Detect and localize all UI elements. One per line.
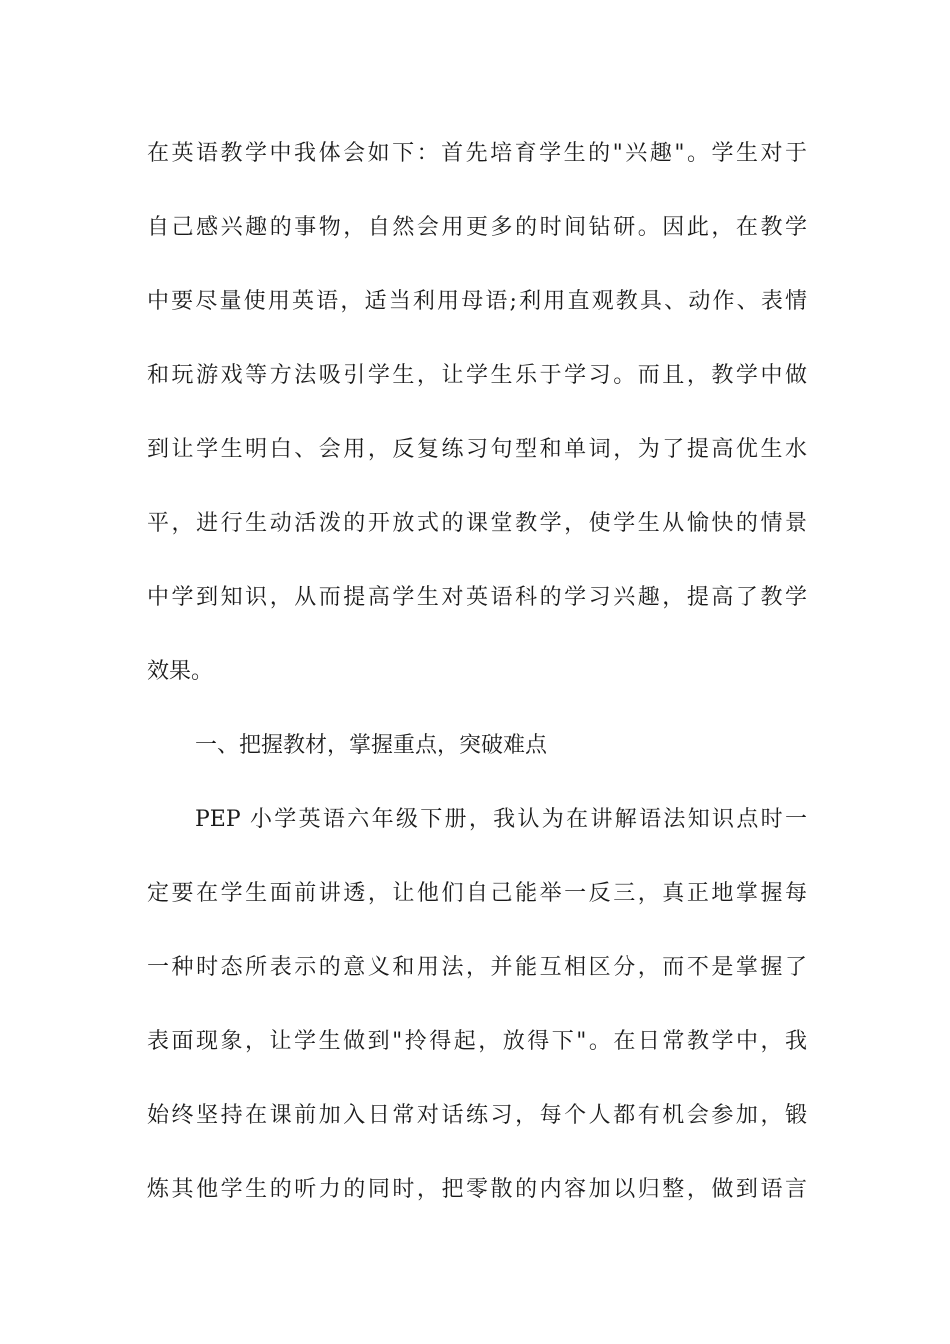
paragraph-1-line-1: 在英语教学中我体会如下：首先培育学生的"兴趣"。学生对于 — [147, 141, 807, 166]
paragraph-2-line-6: 炼其他学生的听力的同时，把零散的内容加以归整，做到语言 — [147, 1177, 807, 1202]
paragraph-2-line-1: PEP 小学英语六年级下册，我认为在讲解语法知识点时一 — [195, 807, 807, 832]
paragraph-1-line-7: 中学到知识，从而提高学生对英语科的学习兴趣，提高了教学 — [147, 585, 807, 610]
paragraph-2-line-4: 表面现象，让学生做到"拎得起，放得下"。在日常教学中，我 — [147, 1029, 807, 1054]
paragraph-2-line-3: 一种时态所表示的意义和用法，并能互相区分，而不是掌握了 — [147, 955, 807, 980]
paragraph-1-line-5: 到让学生明白、会用，反复练习句型和单词，为了提高优生水 — [147, 437, 807, 462]
paragraph-1-line-2: 自己感兴趣的事物，自然会用更多的时间钻研。因此，在教学 — [147, 215, 807, 240]
paragraph-1-line-4: 和玩游戏等方法吸引学生，让学生乐于学习。而且，教学中做 — [147, 363, 807, 388]
paragraph-1-line-6: 平，进行生动活泼的开放式的课堂教学，使学生从愉快的情景 — [147, 511, 807, 536]
paragraph-2-line-2: 定要在学生面前讲透，让他们自己能举一反三，真正地掌握每 — [147, 881, 807, 906]
paragraph-2-line-5: 始终坚持在课前加入日常对话练习，每个人都有机会参加，锻 — [147, 1103, 807, 1128]
paragraph-1-line-3: 中要尽量使用英语，适当利用母语;利用直观教具、动作、表情 — [147, 289, 807, 314]
paragraph-1-line-8: 效果。 — [147, 659, 214, 684]
section-heading-1: 一、把握教材，掌握重点，突破难点 — [195, 733, 548, 758]
